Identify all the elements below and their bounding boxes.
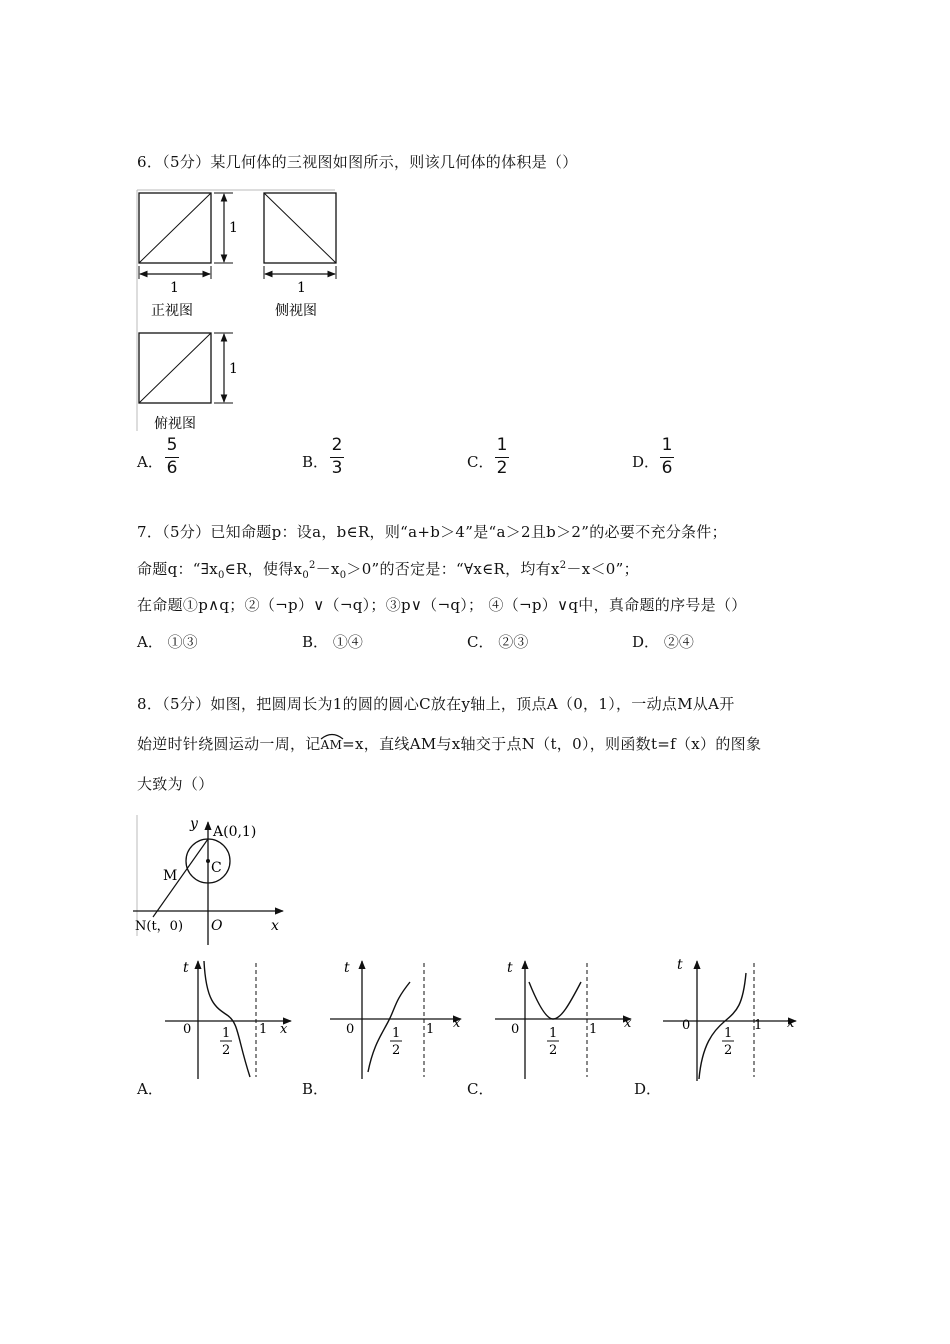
x-label: x xyxy=(787,1016,795,1031)
curve-c xyxy=(529,982,581,1019)
side-width-label: 1 xyxy=(297,280,306,296)
q7-sup: 2 xyxy=(559,560,567,571)
q7-sub: 0 xyxy=(302,570,309,581)
a-label: A(0,1) xyxy=(213,824,257,840)
t-label: t xyxy=(507,960,513,976)
frac-num: 5 xyxy=(166,435,178,455)
t-label: t xyxy=(344,960,350,976)
half-num: 1 xyxy=(724,1026,733,1041)
half-den: 2 xyxy=(222,1043,231,1058)
arc-label: AM xyxy=(320,738,343,752)
q7-sub: 0 xyxy=(217,570,225,581)
front-view-label: 正视图 xyxy=(151,303,193,319)
m-label: M xyxy=(163,868,178,884)
zero-label: 0 xyxy=(183,1022,192,1037)
q7-line3: 在命题①p∧q；②（¬p）∨（¬q）；③p∨（¬q）； ④（¬p）∨q中，真命题的序号是（） xyxy=(137,596,747,614)
top-view xyxy=(139,333,238,432)
option-letter: A． xyxy=(137,633,163,651)
y-label: y xyxy=(190,816,198,832)
x-label: x xyxy=(271,918,279,934)
q8-graph-b xyxy=(328,957,478,1082)
q8-text: 始逆时针绕圆运动一周，记 xyxy=(137,735,321,753)
q8-text: =x，直线AM与x轴交于点N（t，0），则函数t=f（x）的图象 xyxy=(342,735,762,753)
q7-option-a[interactable] xyxy=(137,631,198,652)
option-text: ②③ xyxy=(498,633,529,651)
front-width-label: 1 xyxy=(170,280,179,296)
q7-line1: 7．（5分）已知命题p：设a，b∈R，则“a+b＞4”是“a＞2且b＞2”的必要不充分条件； xyxy=(137,523,727,541)
q7-text: －x xyxy=(315,560,340,578)
zero-label: 0 xyxy=(511,1022,520,1037)
half-den: 2 xyxy=(549,1043,558,1058)
q8-line2 xyxy=(137,733,761,754)
q8-option-d[interactable]: D． xyxy=(634,1080,662,1098)
q7-option-b[interactable] xyxy=(302,631,363,652)
q7-text: －x＜0”； xyxy=(566,560,639,578)
zero-label: 0 xyxy=(346,1022,355,1037)
one-label: 1 xyxy=(259,1022,268,1037)
q6-option-a-letter[interactable]: A． xyxy=(137,453,163,471)
one-label: 1 xyxy=(426,1022,435,1037)
half-den: 2 xyxy=(392,1043,401,1058)
frac-num: 1 xyxy=(661,435,673,455)
frac-den: 6 xyxy=(661,458,673,478)
q8-option-b[interactable]: B． xyxy=(302,1080,329,1098)
t-label: t xyxy=(677,957,683,973)
top-view-label: 俯视图 xyxy=(154,416,196,432)
q7-option-c[interactable] xyxy=(467,631,528,652)
option-text: ①④ xyxy=(332,633,363,651)
option-letter: C． xyxy=(467,633,494,651)
c-label: C xyxy=(211,860,222,876)
frac-num: 2 xyxy=(331,435,343,455)
frac-den: 3 xyxy=(331,458,343,478)
one-label: 1 xyxy=(754,1018,763,1033)
option-text: ②④ xyxy=(663,633,694,651)
x-label: x xyxy=(453,1016,461,1031)
line-am xyxy=(153,839,208,917)
curve-b xyxy=(368,982,410,1072)
q7-option-d[interactable] xyxy=(632,631,694,652)
q6-option-c-letter[interactable]: C． xyxy=(467,453,494,471)
option-letter: D． xyxy=(632,633,660,651)
front-height-label: 1 xyxy=(229,220,238,236)
q8-option-c[interactable]: C． xyxy=(467,1080,494,1098)
side-view-label: 侧视图 xyxy=(275,303,317,319)
q6-three-view-figure xyxy=(130,186,350,436)
q7-text: ＞0”的否定是：“∀x∈R，均有x xyxy=(346,560,560,578)
option-text: ①③ xyxy=(167,633,198,651)
q8-graph-a xyxy=(163,957,313,1082)
q7-text: ∈R，使得x xyxy=(224,560,303,578)
q7-line2 xyxy=(137,558,639,581)
q8-line1: 8．（5分）如图，把圆周长为1的圆的圆心C放在y轴上，顶点A（0，1），一动点M从A开 xyxy=(137,695,735,713)
q6-option-b-fraction xyxy=(330,436,344,478)
top-height-label: 1 xyxy=(229,361,238,377)
option-letter: B． xyxy=(302,633,329,651)
q8-circle-figure xyxy=(133,812,313,952)
frac-den: 2 xyxy=(496,458,508,478)
curve-a xyxy=(204,961,250,1077)
t-label: t xyxy=(183,960,189,976)
q6-option-d-letter[interactable]: D． xyxy=(632,453,660,471)
x-label: x xyxy=(624,1016,632,1031)
frac-num: 1 xyxy=(496,435,508,455)
q7-sup: 2 xyxy=(308,560,316,571)
half-den: 2 xyxy=(724,1043,733,1058)
half-num: 1 xyxy=(549,1026,558,1041)
arc-symbol xyxy=(319,732,345,740)
one-label: 1 xyxy=(589,1022,598,1037)
q6-stem: 6．（5分）某几何体的三视图如图所示，则该几何体的体积是（） xyxy=(137,153,578,171)
half-num: 1 xyxy=(222,1026,231,1041)
center-point xyxy=(206,859,210,863)
side-view xyxy=(264,193,336,319)
q8-graph-c xyxy=(493,957,643,1082)
o-label: O xyxy=(211,918,223,934)
q6-option-d-fraction xyxy=(660,436,674,478)
frac-den: 6 xyxy=(166,458,178,478)
q7-text: 命题q：“∃x xyxy=(137,560,218,578)
zero-label: 0 xyxy=(682,1018,691,1033)
arc-am xyxy=(321,738,343,752)
curve-d xyxy=(699,973,746,1079)
front-view xyxy=(139,193,238,319)
q6-option-c-fraction xyxy=(495,436,509,478)
q6-option-a-fraction xyxy=(165,436,179,478)
q8-line3: 大致为（） xyxy=(137,775,214,793)
q7-sub: 0 xyxy=(339,570,347,581)
half-num: 1 xyxy=(392,1026,401,1041)
x-label: x xyxy=(280,1022,288,1037)
n-label: N(t，0) xyxy=(135,919,184,934)
q8-option-a[interactable]: A． xyxy=(137,1080,163,1098)
q6-option-b-letter[interactable]: B． xyxy=(302,453,329,471)
q8-graph-d xyxy=(661,957,811,1082)
